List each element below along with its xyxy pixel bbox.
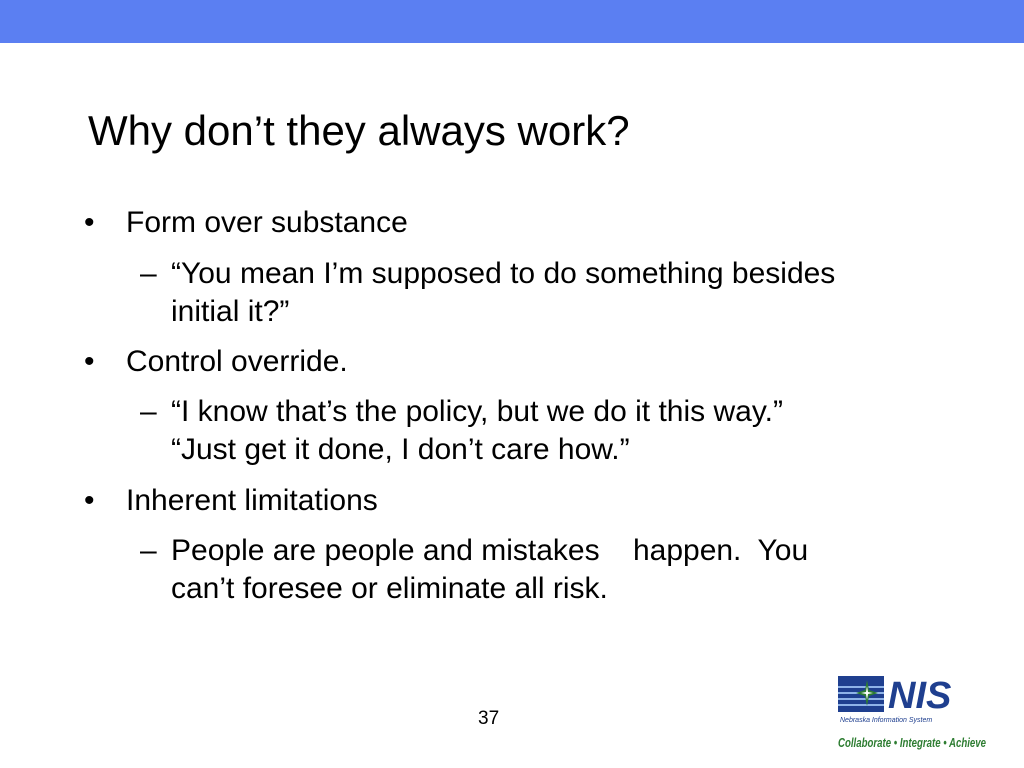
bullet-marker: • bbox=[84, 345, 95, 378]
sub-bullet-line: “Just get it done, I don’t care how.” bbox=[171, 433, 630, 466]
slide-title: Why don’t they always work? bbox=[88, 107, 630, 154]
sub-bullet-line: “I know that’s the policy, but we do it this way.” bbox=[171, 395, 783, 428]
logo-subtitle: Nebraska Information System bbox=[840, 717, 933, 724]
sub-bullet-marker: – bbox=[140, 257, 157, 290]
header-bar bbox=[0, 0, 1024, 43]
bullet-text: Inherent limitations bbox=[126, 484, 378, 517]
logo-tagline: Collaborate • Integrate • Achieve bbox=[838, 735, 986, 750]
sub-bullet-marker: – bbox=[140, 395, 157, 428]
bullet-text: Control override. bbox=[126, 345, 348, 378]
nis-logo bbox=[836, 672, 990, 752]
nis-logo-graphic bbox=[836, 672, 990, 752]
bullet-text: Form over substance bbox=[126, 206, 408, 239]
page-number: 37 bbox=[478, 708, 500, 729]
sub-bullet-line: can’t foresee or eliminate all risk. bbox=[171, 572, 608, 605]
sub-bullet-line: People are people and mistakes happen. You bbox=[171, 534, 809, 567]
bullet-marker: • bbox=[84, 484, 95, 517]
sub-bullet-line: “You mean I’m supposed to do something besides bbox=[171, 257, 836, 290]
logo-wordmark: NIS bbox=[888, 675, 952, 717]
sub-bullet-line: initial it?” bbox=[171, 295, 290, 328]
sub-bullet-marker: – bbox=[140, 534, 157, 567]
bullet-marker: • bbox=[84, 206, 95, 239]
